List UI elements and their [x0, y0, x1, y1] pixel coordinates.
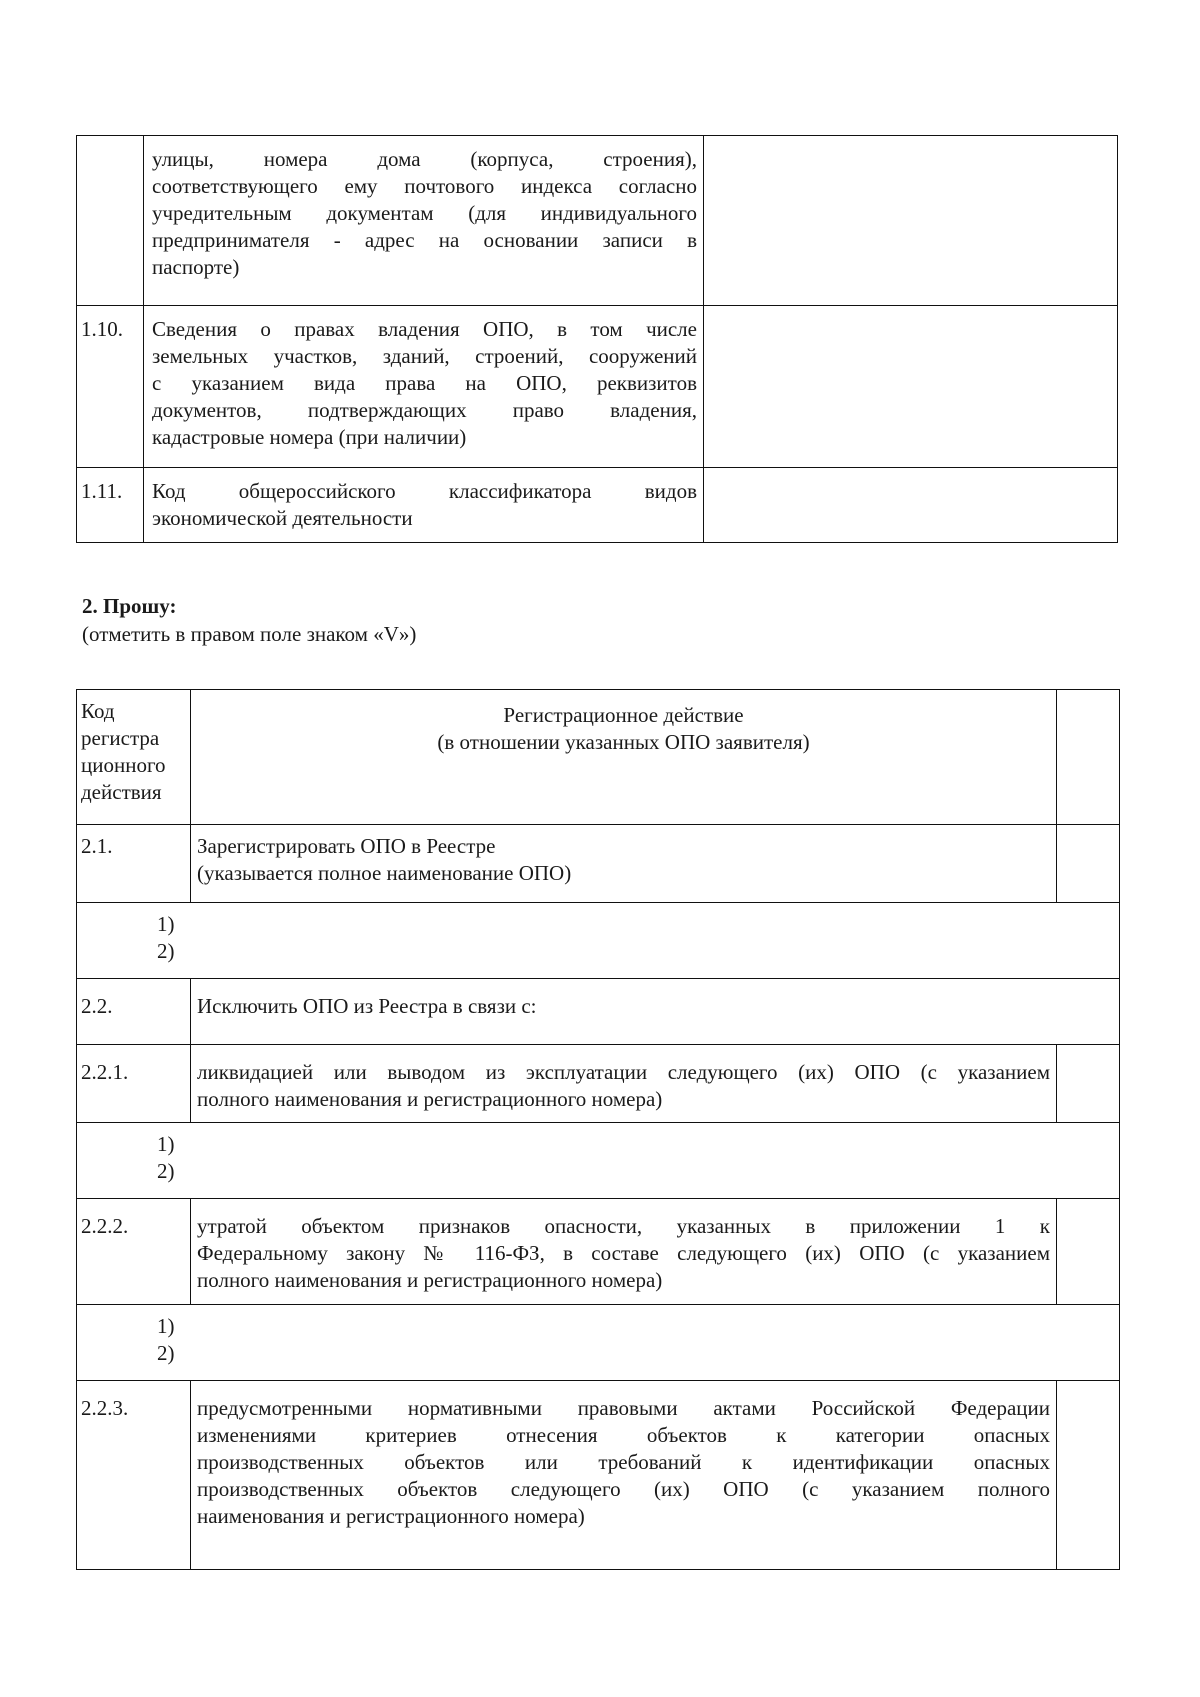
row-description: Сведения о правах владения ОПО, в том числе земельных участков, зданий, строений, сооружений с указанием вида права на ОПО, реквизитов документов, подтверждающих право владения, кадастровые номера (при наличии) — [144, 306, 704, 467]
section-title: 2. Прошу: — [82, 594, 177, 618]
table-row — [76, 135, 1118, 305]
action-text: ликвидацией или выводом из эксплуатации следующего (их) ОПО (с указанием полного наименования и регистрационного номера) — [191, 1045, 1057, 1122]
action-text: утратой объектом признаков опасности, указанных в приложении 1 к Федеральному закону № 116-ФЗ, в составе следующего (их) ОПО (с указанием полного наименования и регистрационного номера) — [191, 1199, 1057, 1304]
action-code: 2.2.3. — [77, 1381, 191, 1569]
row-description: улицы, номера дома (корпуса, строения), соответствующего ему почтового индекса согласно учредительным документам (для индивидуального предпринимателя - адрес на основании записи в паспорте) — [144, 136, 704, 305]
table-row — [76, 467, 1118, 543]
list-item: 1) — [157, 912, 175, 936]
row-value-field[interactable] — [704, 306, 1117, 467]
list-item: 1) — [157, 1314, 175, 1338]
list-item: 1) — [157, 1132, 175, 1156]
checkmark-field[interactable] — [1055, 1199, 1119, 1304]
action-code: 2.2.1. — [77, 1045, 191, 1122]
table-row — [76, 305, 1118, 467]
checkmark-field[interactable] — [1055, 1045, 1119, 1122]
action-text: Исключить ОПО из Реестра в связи с: — [197, 994, 537, 1018]
checkmark-field[interactable] — [1055, 1381, 1119, 1569]
section-note: (отметить в правом поле знаком «V») — [82, 622, 417, 646]
header-code-cell: Код регистра ционного действия — [77, 690, 191, 824]
list-row — [76, 1304, 1120, 1380]
header-mark-cell — [1055, 690, 1119, 824]
row-number: 1.10. — [77, 306, 144, 467]
list-row — [76, 1122, 1120, 1198]
table-header-row — [76, 689, 1120, 824]
table-row — [76, 824, 1120, 902]
row-number: 1.11. — [77, 468, 144, 542]
row-description: Код общероссийского классификатора видов экономической деятельности — [144, 468, 704, 542]
table-row — [76, 1044, 1120, 1122]
row-number — [77, 136, 144, 305]
action-code: 2.2.2. — [77, 1199, 191, 1304]
numbered-list — [157, 911, 175, 965]
list-row — [76, 902, 1120, 978]
numbered-list — [157, 1313, 175, 1367]
numbered-list — [157, 1131, 175, 1185]
header-action-cell: Регистрационное действие (в отношении указанных ОПО заявителя) — [191, 690, 1057, 824]
table-row — [76, 1198, 1120, 1304]
list-item: 2) — [157, 1159, 175, 1183]
list-item: 2) — [157, 1341, 175, 1365]
row-value-field[interactable] — [704, 136, 1117, 305]
checkmark-field[interactable] — [1055, 825, 1119, 902]
action-text: Зарегистрировать ОПО в Реестре (указывается полное наименование ОПО) — [191, 825, 1057, 902]
action-code: 2.1. — [77, 825, 191, 902]
row-value-field[interactable] — [704, 468, 1117, 542]
table-row — [76, 1380, 1120, 1570]
action-text: предусмотренными нормативными правовыми актами Российской Федерации изменениями критериев отнесения объектов к категории опасных производственных объектов или требований к идентификации опасных производственных объектов следующего (их) ОПО (с указанием полного наименования и регистрационного номера) — [191, 1381, 1057, 1569]
action-code: 2.2. — [77, 979, 191, 1044]
table-row — [76, 978, 1120, 1044]
list-item: 2) — [157, 939, 175, 963]
